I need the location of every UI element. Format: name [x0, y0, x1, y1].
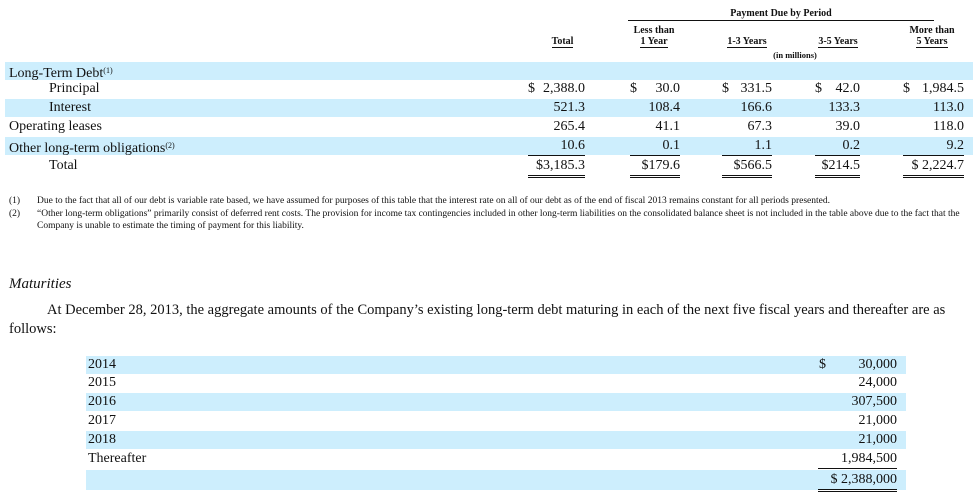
cell-principal-lt1: 30.0 [655, 81, 680, 96]
col-header-3-5-text: 3-5 Years [818, 36, 858, 47]
row-label-operating-leases [9, 118, 102, 136]
col-header-lt1 [628, 25, 680, 47]
units-label-text: (in millions) [773, 50, 817, 60]
cell-leases-total: 265.4 [553, 119, 585, 134]
currency-symbol: $ [819, 357, 826, 372]
cell-total-total: $3,185.3 [528, 157, 585, 178]
currency-symbol: $ [903, 81, 910, 96]
maturity-year-2016: 2016 [88, 394, 116, 409]
footnote-2-text: “Other long-term obligations” primarily consist of deferred rent costs. The provision for income tax contingencies included in other long-term liabilities on the consolidated balance sheet is not included in the table above due to the fact that the Company is unable to estimate the timing of payment for this liability. [37, 209, 960, 231]
cell-principal-mt5: 1,984.5 [922, 81, 964, 96]
row-label-text: Other long-term obligations [9, 141, 166, 156]
maturity-amount-thereafter: 1,984,500 [818, 450, 897, 469]
col-header-1-3-text: 1-3 Years [727, 36, 767, 47]
currency-symbol: $ [528, 81, 535, 96]
maturity-amount-2014: 30,000 [858, 357, 897, 372]
period-header [628, 8, 934, 19]
row-label-text: Long-Term Debt [9, 66, 104, 81]
col-header-mt5-line1: More than [909, 25, 955, 36]
row-label-text: Total [49, 158, 78, 173]
footnote-2-num: (2) [9, 209, 21, 219]
cell-total-3-5: $214.5 [815, 157, 860, 178]
cell-principal-1-3: 331.5 [740, 81, 772, 96]
row-label-text: Interest [49, 100, 91, 115]
row-label-text: Operating leases [9, 119, 102, 134]
maturities-paragraph: At December 28, 2013, the aggregate amounts of the Company’s existing long-term debt maturing in each of the next five fiscal years and thereafter are as follows: [9, 302, 946, 337]
maturity-year-2015: 2015 [88, 375, 116, 390]
cell-leases-3-5: 39.0 [835, 119, 860, 134]
currency-symbol: $ [722, 81, 729, 96]
cell-leases-lt1: 41.1 [655, 119, 680, 134]
footnote-ref-2: (2) [165, 141, 175, 150]
currency-symbol: $ [630, 81, 637, 96]
cell-other-total: 10.6 [528, 137, 585, 156]
col-header-3-5 [808, 36, 868, 47]
cell-total-mt5: $ 2,224.7 [903, 157, 964, 178]
maturity-amount-2015: 24,000 [858, 375, 897, 390]
cell-leases-1-3: 67.3 [747, 119, 772, 134]
col-header-total [540, 36, 585, 47]
cell-interest-mt5: 113.0 [933, 100, 964, 115]
cell-other-lt1: 0.1 [630, 137, 680, 156]
mat-band-0 [86, 356, 906, 374]
cell-total-1-3: $566.5 [722, 157, 772, 178]
maturity-year-2014: 2014 [88, 357, 116, 372]
col-header-lt1-line2: 1 Year [640, 36, 668, 47]
maturities-heading: Maturities [9, 276, 72, 292]
cell-interest-1-3: 166.6 [740, 100, 772, 115]
row-label-total [49, 157, 78, 175]
footnote-1-num: (1) [9, 196, 21, 206]
maturity-amount-2018: 21,000 [858, 432, 897, 447]
cell-interest-total: 521.3 [553, 100, 585, 115]
col-header-lt1-line1: Less than [633, 25, 675, 36]
cell-other-1-3: 1.1 [722, 137, 772, 156]
footnote-1-text: Due to the fact that all of our debt is variable rate based, we have assumed for purposes of this table that the interest rate on all of our debt as of the end of fiscal 2013 remains constant for all periods presented. [37, 196, 830, 206]
mat-band-2 [86, 393, 906, 411]
cell-principal-3-5: 42.0 [835, 81, 860, 96]
maturity-year-2017: 2017 [88, 413, 116, 428]
period-header-rule [628, 20, 934, 21]
row-label-text: Principal [49, 81, 100, 96]
cell-interest-3-5: 133.3 [828, 100, 860, 115]
cell-interest-lt1: 108.4 [648, 100, 680, 115]
mat-band-total [86, 470, 906, 490]
currency-symbol: $ [815, 81, 822, 96]
maturity-total: $ 2,388,000 [818, 471, 897, 492]
units-label [745, 50, 845, 61]
col-header-mt5-line2: 5 Years [916, 36, 948, 47]
cell-other-3-5: 0.2 [815, 137, 860, 156]
maturity-year-thereafter: Thereafter [88, 451, 147, 466]
maturity-amount-2017: 21,000 [858, 413, 897, 428]
maturity-amount-2016: 307,500 [851, 394, 897, 409]
row-band-0 [5, 62, 973, 80]
footnote-ref-1: (1) [103, 66, 113, 75]
row-label-principal [49, 80, 100, 98]
cell-other-mt5: 9.2 [903, 137, 964, 156]
col-header-1-3 [717, 36, 777, 47]
cell-principal-total: 2,388.0 [543, 81, 585, 96]
cell-total-lt1: $179.6 [630, 157, 680, 178]
maturity-year-2018: 2018 [88, 432, 116, 447]
row-label-interest [49, 99, 91, 117]
period-header-text: Payment Due by Period [730, 8, 832, 19]
mat-band-4 [86, 431, 906, 449]
row-label-other-obligations [9, 137, 175, 158]
cell-leases-mt5: 118.0 [933, 119, 964, 134]
col-header-mt5 [898, 25, 966, 47]
col-header-total-text: Total [551, 36, 574, 47]
